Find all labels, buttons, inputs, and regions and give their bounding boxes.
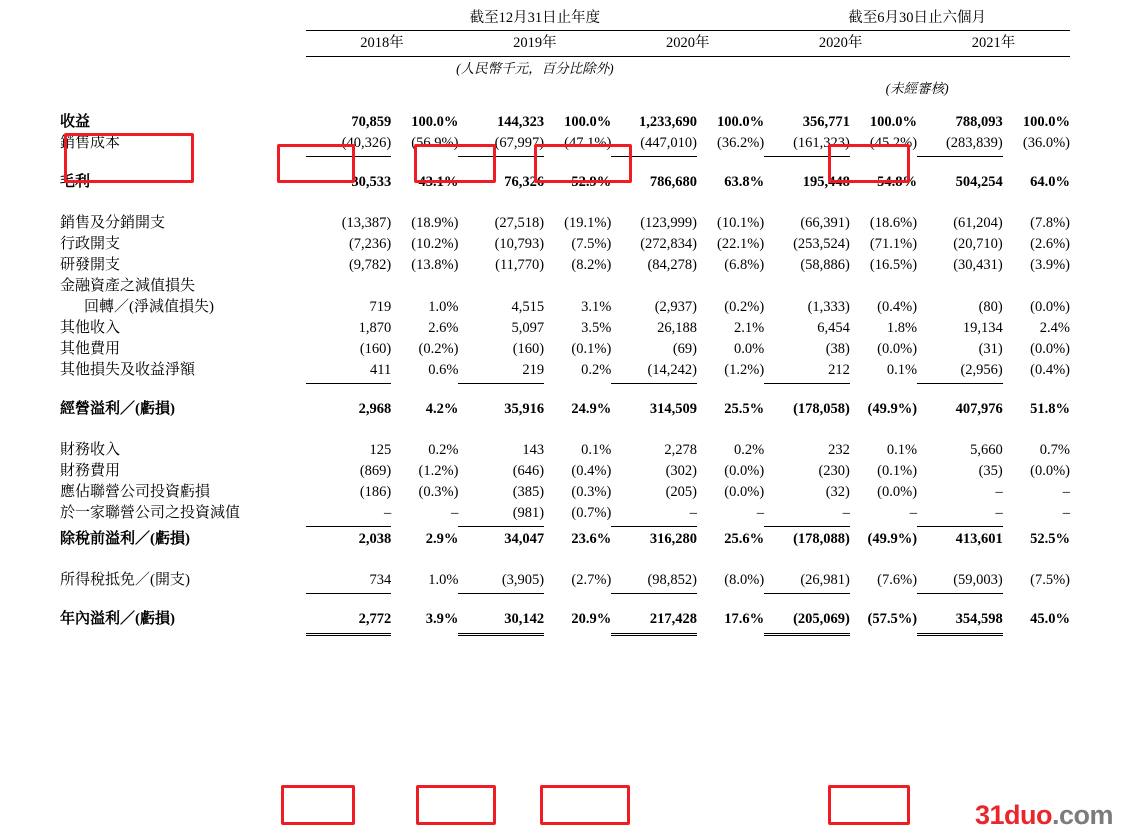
cell: 17.6% (724, 610, 765, 627)
cell: (6.8%) (724, 257, 765, 273)
row-label-impairment-financial-assets: 金融資產之減值損失 (60, 278, 196, 294)
cell: (16.5%) (869, 257, 918, 273)
cell: (0.4%) (877, 299, 918, 315)
cell: 143 (522, 442, 545, 458)
row-label-income-tax: 所得稅抵免／(開支) (60, 571, 190, 588)
table-row (60, 211, 1070, 232)
cell: 354,598 (955, 610, 1003, 627)
cell: 356,771 (802, 114, 850, 130)
cell: 734 (369, 571, 392, 588)
cell: (69) (672, 341, 697, 357)
cell: 100.0% (411, 114, 459, 130)
cell: (32) (825, 484, 850, 500)
cell: (205) (665, 484, 697, 500)
table-row (60, 527, 1070, 548)
cell: (160) (359, 341, 392, 357)
year-header-2020: 2020年 (611, 31, 764, 57)
cell: (40,326) (341, 135, 392, 151)
cell: 2.9% (425, 530, 459, 547)
cell: 23.6% (571, 530, 612, 547)
cell: (272,834) (640, 236, 697, 252)
cell (391, 274, 458, 295)
cell: (178,058) (793, 401, 850, 417)
year-header-2019: 2019年 (458, 31, 611, 57)
table-row (60, 232, 1070, 253)
cell: (0.4%) (1030, 362, 1070, 378)
financial-statement-page (0, 6, 1121, 837)
unit-note-row (60, 57, 1070, 77)
spacer-row (60, 157, 1070, 171)
cell: 219 (522, 362, 545, 378)
spacer-row (60, 191, 1070, 204)
cell: 0.6% (428, 362, 459, 378)
cell: 232 (828, 442, 850, 458)
cell: 5,097 (511, 320, 545, 336)
empty-cell (60, 77, 306, 97)
cell: 0.7% (1039, 442, 1070, 458)
cell: 1.0% (428, 571, 459, 588)
empty-cell (306, 77, 765, 97)
cell: (36.2%) (717, 135, 765, 151)
empty-cell (60, 57, 306, 77)
cell: 100.0% (869, 114, 918, 130)
cell: (0.0%) (1030, 341, 1070, 357)
row-label-gross-profit: 毛利 (60, 174, 91, 190)
cell: (1,333) (807, 299, 850, 315)
cell (764, 274, 850, 295)
cell: (49.9%) (867, 401, 918, 417)
cell: (2,956) (960, 362, 1003, 378)
income-statement-table (60, 6, 1070, 636)
cell: 504,254 (955, 174, 1003, 190)
cell: (0.3%) (418, 484, 459, 500)
cell: 411 (370, 362, 392, 378)
row-label-share-of-associate-loss: 應佔聯營公司投資虧損 (60, 484, 211, 500)
row-label-other-expenses: 其他費用 (60, 341, 121, 357)
cell: (385) (512, 484, 545, 500)
cell: 0.1% (581, 442, 612, 458)
table-row (60, 316, 1070, 337)
row-label-finance-costs: 財務費用 (60, 463, 121, 479)
cell: 63.8% (724, 174, 765, 190)
table-row (60, 459, 1070, 480)
cell: 34,047 (504, 530, 545, 547)
cell: (869) (359, 463, 392, 479)
empty-cell (60, 31, 306, 57)
cell: (7,236) (348, 236, 392, 252)
cell: (61,204) (953, 215, 1003, 231)
cell: 125 (369, 442, 392, 458)
cell: (98,852) (647, 571, 697, 588)
watermark-domain: .com (1051, 800, 1113, 830)
watermark (975, 800, 1113, 831)
cell: (0.4%) (571, 463, 612, 479)
cell: (66,391) (800, 215, 850, 231)
cell: 1,233,690 (639, 114, 697, 130)
cell: (7.5%) (571, 236, 612, 252)
cell: (10,793) (494, 236, 545, 252)
cell: – (756, 505, 765, 521)
row-label-administrative: 行政開支 (60, 236, 121, 252)
cell (697, 274, 764, 295)
cell: – (995, 484, 1003, 500)
cell: (80) (978, 299, 1003, 315)
cell: (58,886) (800, 257, 850, 273)
cell: 195,448 (802, 174, 850, 190)
cell: (18.6%) (869, 215, 918, 231)
cell: 0.1% (886, 442, 918, 458)
cell: (0.1%) (877, 463, 918, 479)
cell: 70,859 (351, 114, 392, 130)
cell: (2.7%) (571, 571, 612, 588)
cell: 314,509 (649, 401, 697, 417)
empty-cell (764, 57, 1070, 77)
cell: (3.9%) (1030, 257, 1070, 273)
cell: 3.1% (581, 299, 612, 315)
table-row (60, 131, 1070, 152)
cell: 25.6% (724, 530, 765, 547)
cell: (59,003) (953, 571, 1003, 588)
spacer-row (60, 561, 1070, 568)
row-label-cost-of-sales: 銷售成本 (60, 135, 121, 151)
cell: (38) (825, 341, 850, 357)
cell: 64.0% (1030, 174, 1070, 190)
cell: (18.9%) (411, 215, 459, 231)
cell: 24.9% (571, 401, 612, 417)
cell: 51.8% (1030, 401, 1070, 417)
double-rule-row (60, 628, 1070, 635)
cell: 6,454 (817, 320, 850, 336)
cell: (10.1%) (717, 215, 765, 231)
table-row (60, 568, 1070, 589)
cell: (0.0%) (877, 484, 918, 500)
cell: 217,428 (649, 610, 697, 627)
cell: 2,278 (664, 442, 697, 458)
cell: (13.8%) (411, 257, 459, 273)
table-row (60, 438, 1070, 459)
table-row (60, 110, 1070, 131)
cell: (10.2%) (411, 236, 459, 252)
cell: (30,431) (953, 257, 1003, 273)
cell: 52.9% (571, 174, 612, 190)
cell: (1.2%) (724, 362, 765, 378)
cell: (45.2%) (869, 135, 918, 151)
cell: (253,524) (793, 236, 850, 252)
group-header-interim: 截至6月30日止六個月 (764, 6, 1070, 31)
cell: 316,280 (649, 530, 697, 547)
cell: (9,782) (348, 257, 392, 273)
table-row (60, 480, 1070, 501)
cell: (26,981) (800, 571, 850, 588)
cell (306, 274, 392, 295)
row-label-operating-profit: 經營溢利／(虧損) (60, 401, 175, 417)
cell: (283,839) (945, 135, 1003, 151)
row-label-reversal-net-impairment: 回轉／(淨減值損失) (84, 299, 214, 315)
audit-note-row (60, 77, 1070, 97)
cell: – (1062, 505, 1070, 521)
highlight-box-profit-2021-interim (828, 785, 910, 825)
cell: (2,937) (654, 299, 697, 315)
cell: 2,968 (358, 401, 392, 417)
cell: (646) (512, 463, 545, 479)
cell: – (842, 505, 850, 521)
cell: (67,997) (494, 135, 545, 151)
cell: (0.0%) (1030, 299, 1070, 315)
audit-note: (未經審核) (885, 81, 949, 96)
cell: – (909, 505, 918, 521)
spacer-row (60, 548, 1070, 561)
table-row (60, 295, 1070, 316)
year-header-2018: 2018年 (306, 31, 459, 57)
table-row (60, 337, 1070, 358)
cell: 0.2% (428, 442, 459, 458)
spacer-row (60, 593, 1070, 607)
cell: (49.9%) (867, 530, 918, 547)
cell: (0.3%) (571, 484, 612, 500)
cell: 25.5% (724, 401, 765, 417)
cell: 719 (369, 299, 392, 315)
cell: (22.1%) (717, 236, 765, 252)
row-label-other-income: 其他收入 (60, 320, 121, 336)
cell: 20.9% (571, 610, 612, 627)
cell: 100.0% (1022, 114, 1070, 130)
cell: 3.5% (581, 320, 612, 336)
cell: 413,601 (955, 530, 1003, 547)
cell: (57.5%) (867, 610, 918, 627)
cell: (1.2%) (418, 463, 459, 479)
highlight-box-profit-2020 (540, 785, 630, 825)
table-row (60, 358, 1070, 379)
table-row (60, 253, 1070, 274)
table-row (60, 170, 1070, 191)
cell: (230) (818, 463, 850, 479)
cell: 2.4% (1039, 320, 1070, 336)
cell: (3,905) (501, 571, 545, 588)
cell: 100.0% (564, 114, 612, 130)
spacer-row (60, 418, 1070, 431)
cell: 5,660 (970, 442, 1003, 458)
cell: 2,772 (358, 610, 392, 627)
row-label-revenue: 收益 (60, 114, 91, 130)
cell: – (451, 505, 459, 521)
cell: (13,387) (341, 215, 392, 231)
cell: 786,680 (649, 174, 697, 190)
row-label-other-net-gains-losses: 其他損失及收益淨額 (60, 362, 196, 378)
year-header-2020-interim: 2020年 (764, 31, 917, 57)
table-row (60, 274, 1070, 295)
cell: 3.9% (425, 610, 459, 627)
cell: (14,242) (647, 362, 697, 378)
cell: (0.0%) (724, 484, 765, 500)
cell: 4.2% (425, 401, 459, 417)
row-label-profit-for-year: 年內溢利／(虧損) (60, 610, 175, 627)
cell: 26,188 (657, 320, 697, 336)
cell: 0.2% (581, 362, 612, 378)
cell: (84,278) (647, 257, 697, 273)
cell: (123,999) (640, 215, 697, 231)
row-label-impairment-associate-investment: 於一家聯營公司之投資減值 (60, 505, 241, 521)
cell (458, 274, 544, 295)
cell: (205,069) (793, 610, 850, 627)
cell: (160) (512, 341, 545, 357)
row-label-selling-distribution: 銷售及分銷開支 (60, 215, 166, 231)
cell: (7.5%) (1030, 571, 1070, 588)
cell: (71.1%) (869, 236, 918, 252)
cell: 19,134 (962, 320, 1003, 336)
cell: (35) (978, 463, 1003, 479)
cell: 1.8% (886, 320, 918, 336)
table-row (60, 397, 1070, 418)
cell: (0.0%) (1030, 463, 1070, 479)
row-label-finance-income: 財務收入 (60, 442, 121, 458)
cell: 4,515 (511, 299, 545, 315)
cell: (0.2%) (724, 299, 765, 315)
cell: 43.1% (418, 174, 459, 190)
cell: (0.1%) (571, 341, 612, 357)
cell: 0.1% (886, 362, 918, 378)
cell: (7.6%) (877, 571, 918, 588)
cell (544, 274, 611, 295)
cell: (161,323) (793, 135, 850, 151)
cell: (8.0%) (724, 571, 765, 588)
empty-cell (60, 6, 306, 31)
cell: (0.2%) (418, 341, 459, 357)
table-row (60, 501, 1070, 522)
cell: 76,326 (504, 174, 545, 190)
table-group-header-row (60, 6, 1070, 31)
cell: 35,916 (504, 401, 545, 417)
cell: (8.2%) (571, 257, 612, 273)
cell: (56.9%) (411, 135, 459, 151)
cell: (31) (978, 341, 1003, 357)
row-label-rd: 研發開支 (60, 257, 121, 273)
cell: 52.5% (1030, 530, 1070, 547)
cell: 212 (828, 362, 850, 378)
cell: 2,038 (358, 530, 392, 547)
cell: (447,010) (640, 135, 697, 151)
cell: (20,710) (953, 236, 1003, 252)
cell: – (1062, 484, 1070, 500)
cell: 45.0% (1030, 610, 1070, 627)
cell: – (995, 505, 1003, 521)
cell: (36.0%) (1022, 135, 1070, 151)
cell: 2.6% (428, 320, 459, 336)
cell: (2.6%) (1030, 236, 1070, 252)
cell: (11,770) (495, 257, 545, 273)
cell: (47.1%) (564, 135, 612, 151)
cell: 1.0% (428, 299, 459, 315)
cell (611, 274, 697, 295)
cell: 30,142 (504, 610, 545, 627)
spacer-row (60, 384, 1070, 398)
cell: 1,870 (358, 320, 392, 336)
cell: 2.1% (733, 320, 765, 336)
year-header-2021-interim: 2021年 (917, 31, 1070, 57)
cell: 788,093 (955, 114, 1003, 130)
cell: (302) (665, 463, 697, 479)
cell: 54.8% (877, 174, 918, 190)
spacer-row (60, 97, 1070, 110)
cell: (7.8%) (1030, 215, 1070, 231)
cell (917, 274, 1003, 295)
row-label-profit-before-tax: 除稅前溢利／(虧損) (60, 530, 190, 547)
highlight-box-profit-2019 (416, 785, 496, 825)
highlight-box-profit-2018 (281, 785, 355, 825)
cell: (981) (512, 505, 545, 521)
cell: 407,976 (955, 401, 1003, 417)
cell: (0.0%) (724, 463, 765, 479)
spacer-row (60, 204, 1070, 211)
unit-note: (人民幣千元，百分比除外) (456, 61, 614, 76)
table-year-header-row (60, 31, 1070, 57)
cell: – (689, 505, 697, 521)
spacer-row (60, 431, 1070, 438)
cell (850, 274, 917, 295)
cell: 30,533 (351, 174, 392, 190)
cell: (19.1%) (564, 215, 612, 231)
cell: 0.0% (733, 341, 765, 357)
cell: – (384, 505, 392, 521)
cell: (0.0%) (877, 341, 918, 357)
cell: (178,088) (793, 530, 850, 547)
cell: (0.7%) (571, 505, 612, 521)
cell: 0.2% (733, 442, 765, 458)
cell (1003, 274, 1070, 295)
watermark-brand: 31duo (974, 800, 1052, 830)
cell: 144,323 (497, 114, 545, 130)
cell: (27,518) (494, 215, 545, 231)
group-header-annual: 截至12月31日止年度 (306, 6, 765, 31)
table-row (60, 607, 1070, 628)
cell: (186) (359, 484, 392, 500)
cell: 100.0% (717, 114, 765, 130)
